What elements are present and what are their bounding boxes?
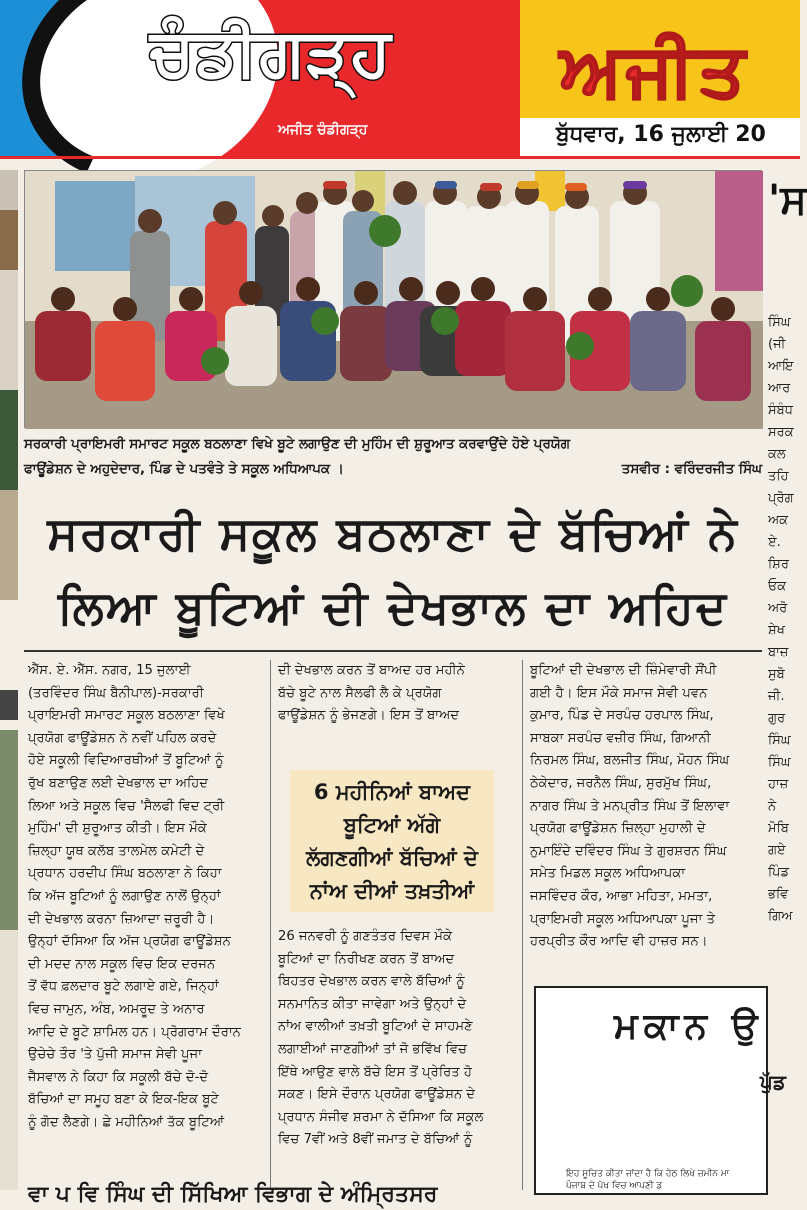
issue-date: ਬੁੱਧਵਾਰ, 16 ਜੁਲਾਈ 20 xyxy=(556,122,766,147)
headline-rule xyxy=(24,650,762,652)
section-title: ਚੰਡੀਗੜ੍ਹ xyxy=(150,14,392,91)
adjacent-text-line: ਏ. xyxy=(768,535,781,550)
article-line: 26 ਜਨਵਰੀ ਨੂੰ ਗਣਤੰਤਰ ਦਿਵਸ ਮੌਕੇ xyxy=(278,929,453,944)
adjacent-text-line: ਪਿੰਡ xyxy=(768,865,790,880)
adjacent-text-line: ਗੁਰ xyxy=(768,711,786,726)
adjacent-text-line: ਅਰੋ xyxy=(768,601,788,616)
article-line: ਐੱਸ. ਏ. ਐੱਸ. ਨਗਰ, 15 ਜੁਲਾਈ xyxy=(28,663,191,678)
article-line: ਸਕਣ। ਇਸੇ ਦੌਰਾਨ ਪ੍ਰਯੋਗ ਫਾਊਂਡੇਸ਼ਨ ਦੇ xyxy=(278,1087,476,1103)
adjacent-text-line: ਤਹਿ xyxy=(768,469,789,484)
article-line: ਉਨ੍ਹਾਂ ਦੱਸਿਆ ਕਿ ਅੱਜ ਪ੍ਰਯੋਗ ਫਾਊਂਡੇਸ਼ਨ xyxy=(28,934,231,950)
article-line: ਸਮੇਤ ਮਿਡਲ ਸਕੂਲ ਅਧਿਆਪਕਾ xyxy=(530,866,686,882)
adjacent-text-line: ਬਾਜ਼ xyxy=(768,645,789,660)
article-line: ਨਾਂਅ ਵਾਲੀਆਂ ਤਖ਼ਤੀ ਬੂਟਿਆਂ ਦੇ ਸਾਹਮਣੇ xyxy=(278,1019,473,1035)
column-divider xyxy=(522,660,523,1190)
headline-line-2: ਲਿਆ ਬੂਟਿਆਂ ਦੀ ਦੇਖਭਾਲ ਦਾ ਅਹਿਦ xyxy=(57,580,729,634)
ad-fine-print xyxy=(566,1168,729,1192)
article-line: ਪ੍ਰਯੋਗ ਫਾਊਂਡੇਸ਼ਨ ਨੇ ਨਵੀਂ ਪਹਿਲ ਕਰਦੇ xyxy=(28,730,217,746)
article-line: ਲਿਆ ਅਤੇ ਸਕੂਲ ਵਿਚ 'ਸੈਲਫੀ ਵਿਦ ਟ੍ਰੀ xyxy=(28,798,225,814)
article-line: ਜੈਸਵਾਲ ਨੇ ਕਿਹਾ ਕਿ ਸਕੂਲੀ ਬੱਚੇ ਦੋ-ਦੋ xyxy=(28,1069,209,1085)
advertisement-box xyxy=(534,986,786,1195)
article-line: ਦੀ ਦੇਖਭਾਲ ਕਰਨਾ ਜ਼ਿਆਦਾ ਜ਼ਰੂਰੀ ਹੈ। xyxy=(28,911,215,927)
article-line: ਪ੍ਰਧਾਨ ਸੰਜੀਵ ਸ਼ਰਮਾ ਨੇ ਦੱਸਿਆ ਕਿ ਸਕੂਲ xyxy=(278,1109,484,1125)
article-line: ਗਈ ਹੈ। ਇਸ ਮੌਕੇ ਸਮਾਜ ਸੇਵੀ ਪਵਨ xyxy=(530,685,708,701)
adjacent-text-line: ਭਵਿ xyxy=(768,887,789,902)
next-headline-fragment: ਵਾ ਪ ਵਿ ਸਿੰਘ ਦੀ ਸਿੱਖਿਆ ਵਿਭਾਗ ਦੇ ਅੰਮ੍ਰਿਤਸਰ xyxy=(28,1182,438,1207)
article-line: ਵਿਚ ਜਾਮੁਨ, ਅੰਬ, ਅਮਰੂਦ ਤੇ ਅਨਾਰ xyxy=(28,1001,205,1017)
photo-caption xyxy=(24,432,762,482)
article-line: ਸਨਮਾਨਿਤ ਕੀਤਾ ਜਾਵੇਗਾ ਅਤੇ ਉਨ੍ਹਾਂ ਦੇ xyxy=(278,996,467,1012)
adjacent-text-line: ਹਾਜ਼ xyxy=(768,777,789,792)
pull-quote-line: 6 ਮਹੀਨਿਆਂ ਬਾਅਦ xyxy=(313,780,471,804)
article-column-2-top xyxy=(278,660,514,728)
article-line: ਜ਼ਿਲ੍ਹਾ ਯੂਥ ਕਲੱਬ ਤਾਲਮੇਲ ਕਮੇਟੀ ਦੇ xyxy=(28,843,205,859)
adjacent-text-lines xyxy=(768,312,800,928)
adjacent-text-line: ਸੁਬੋ xyxy=(768,667,785,682)
article-line: ਤੋਂ ਵੱਧ ਫ਼ਲਦਾਰ ਬੂਟੇ ਲਗਾਏ ਗਏ, ਜਿਨ੍ਹਾਂ xyxy=(28,979,219,995)
caption-line-2-row xyxy=(24,457,762,482)
adjacent-text-line: ਕਲ xyxy=(768,447,786,462)
article-line: ਨਿਰਮਲ ਸਿੰਘ, ਬਲਜੀਤ ਸਿੰਘ, ਮੋਹਨ ਸਿੰਘ xyxy=(530,753,730,769)
adjacent-text-line: ਆਇ xyxy=(768,359,794,374)
ad-fine-line-1: ਇਹ ਸੂਚਿਤ ਕੀਤਾ ਜਾਂਦਾ ਹੈ ਕਿ ਹੇਠ ਲਿਖੇ ਜ਼ਮੀਨ ਮਾ xyxy=(566,1169,730,1179)
column-divider xyxy=(270,660,271,1190)
adjacent-text-line: ਸਰਕ xyxy=(768,425,794,440)
adjacent-article-right xyxy=(768,170,807,1190)
adjacent-text-line: ਗਏ xyxy=(768,843,786,858)
article-line: ਦੀ ਮਦਦ ਨਾਲ ਸਕੂਲ ਵਿਚ ਇਕ ਦਰਜਨ xyxy=(28,956,216,972)
section-subtitle: ਅਜੀਤ ਚੰਡੀਗੜ੍ਹ xyxy=(278,122,368,138)
article-line: ਬੂਟਿਆਂ ਦੀ ਦੇਖਭਾਲ ਦੀ ਜ਼ਿੰਮੇਵਾਰੀ ਸੌਂਪੀ xyxy=(530,663,717,678)
article-line: ਕੁਮਾਰ, ਪਿੰਡ ਦੇ ਸਰਪੰਚ ਹਰਪਾਲ ਸਿੰਘ, xyxy=(530,708,714,724)
article-line: ਠੇਕੇਦਾਰ, ਜਰਨੈਲ ਸਿੰਘ, ਸੁਰਮੁੱਖ ਸਿੰਘ, xyxy=(530,775,712,791)
article-line: ਆਦਿ ਦੇ ਬੂਟੇ ਸ਼ਾਮਿਲ ਹਨ। ਪ੍ਰੋਗਰਾਮ ਦੌਰਾਨ xyxy=(28,1024,241,1040)
article-line: ਵਿਚ 7ਵੀਂ ਅਤੇ 8ਵੀਂ ਜਮਾਤ ਦੇ ਬੱਚਿਆਂ ਨੂੰ xyxy=(278,1132,473,1148)
article-line: ਬੂਟਿਆਂ ਦਾ ਨਿਰੀਖਣ ਕਰਨ ਤੋਂ ਬਾਅਦ xyxy=(278,951,455,967)
news-photo xyxy=(24,170,762,428)
adjacent-text-line: (ਜੀ xyxy=(768,337,786,352)
headline-line-1: ਸਰਕਾਰੀ ਸਕੂਲ ਬਠਲਾਣਾ ਦੇ ਬੱਚਿਆਂ ਨੇ xyxy=(47,506,739,560)
adjacent-text-line: ਸੰਬੰਧ xyxy=(768,403,793,418)
article-line: ਨੁਮਾਇੰਦੇ ਦਵਿੰਦਰ ਸਿੰਘ ਤੇ ਗੁਰਸ਼ਰਨ ਸਿੰਘ xyxy=(530,843,727,859)
article-line: ਪ੍ਰਯੋਗ ਫਾਊਂਡੇਸ਼ਨ ਜ਼ਿਲ੍ਹਾ ਮੁਹਾਲੀ ਦੇ xyxy=(530,821,706,837)
pull-quote-line: ਬੂਟਿਆਂ ਅੱਗੇ xyxy=(343,813,441,837)
article-line: ਮੁਹਿੰਮ' ਦੀ ਸ਼ੁਰੂਆਤ ਕੀਤੀ। ਇਸ ਮੌਕੇ xyxy=(28,821,207,837)
adjacent-text-line: ਆਰ xyxy=(768,381,791,396)
adjacent-text-line: ਪ੍ਰੋਗ xyxy=(768,491,794,506)
masthead-rule xyxy=(0,156,800,159)
group-photo-illustration xyxy=(25,171,763,429)
article-line: ਦੀ ਦੇਖਭਾਲ ਕਰਨ ਤੋਂ ਬਾਅਦ ਹਰ ਮਹੀਨੇ xyxy=(278,663,465,678)
adjacent-page-left xyxy=(0,170,18,1190)
article-line: ਕਿ ਅੱਜ ਬੂਟਿਆਂ ਨੂੰ ਲਗਾਉਣ ਨਾਲੋਂ ਉਨ੍ਹਾਂ xyxy=(28,888,221,904)
article-line: ਬਿਹਤਰ ਦੇਖਭਾਲ ਕਰਨ ਵਾਲੇ ਬੱਚਿਆਂ ਨੂੰ xyxy=(278,974,465,990)
ad-fine-line-2: ਪੰਜਾਬ ਦੇ ਪੱਖ ਵਿਚ ਆਪਣੀ ਡ xyxy=(566,1181,663,1191)
adjacent-text-line: ਜੀ. xyxy=(768,689,785,704)
adjacent-text-line: ਸ਼ਿਰ xyxy=(768,557,789,572)
pull-quote-line: ਨਾਂਅ ਦੀਆਂ ਤਖ਼ਤੀਆਂ xyxy=(309,879,475,903)
adjacent-text-line: ਸ਼ੇਖ xyxy=(768,623,785,638)
adjacent-text-line: ਅਕ xyxy=(768,513,789,528)
pull-quote-line: ਲੱਗਣਗੀਆਂ ਬੱਚਿਆਂ ਦੇ xyxy=(306,846,478,870)
adjacent-text-line: ਨੇ xyxy=(768,799,777,814)
article-line: (ਤਰਵਿੰਦਰ ਸਿੰਘ ਬੈਨੀਪਾਲ)-ਸਰਕਾਰੀ xyxy=(28,685,204,701)
article-column-2-bottom xyxy=(278,926,514,1152)
article-line: ਫਾਊਂਡੇਸ਼ਨ ਨੂੰ ਭੇਜਣਗੇ। ਇਸ ਤੋਂ ਬਾਅਦ xyxy=(278,708,460,724)
ad-title: ਮਕਾਨ ਉ xyxy=(614,1006,764,1047)
pull-quote xyxy=(290,770,494,912)
article-line: ਪ੍ਰਧਾਨ ਹਰਦੀਪ ਸਿੰਘ ਬਠਲਾਣਾ ਨੇ ਕਿਹਾ xyxy=(28,866,222,882)
article-line: ਪ੍ਰਾਇਮਰੀ ਸਕੂਲ ਅਧਿਆਪਕਾ ਪੂਜਾ ਤੇ xyxy=(530,911,716,927)
caption-line-2: ਫਾਊਂਡੇਸ਼ਨ ਦੇ ਅਹੁਦੇਦਾਰ, ਪਿੰਡ ਦੇ ਪਤਵੰਤੇ ਤੇ ਸਕੂਲ ਅਧਿਆਪਕ । xyxy=(24,462,344,477)
article-line: ਹੋਏ ਸਕੂਲੀ ਵਿਦਿਆਰਥੀਆਂ ਤੋਂ ਬੂਟਿਆਂ ਨੂੰ xyxy=(28,753,224,769)
article-line: ਨਾਗਰ ਸਿੰਘ ਤੇ ਮਨਪ੍ਰੀਤ ਸਿੰਘ ਤੋਂ ਇਲਾਵਾ xyxy=(530,798,730,814)
headline xyxy=(24,496,762,644)
adjacent-headline-fragment: 'ਸ xyxy=(768,177,807,223)
article-line: ਪ੍ਰਾਇਮਰੀ ਸਮਾਰਟ ਸਕੂਲ ਬਠਲਾਣਾ ਵਿਖੇ xyxy=(28,708,225,724)
article-line: ਰੁੱਖ ਬਣਾਉਣ ਲਈ ਦੇਖਭਾਲ ਦਾ ਅਹਿਦ xyxy=(28,775,209,791)
article-column-3 xyxy=(530,660,762,954)
adjacent-text-line: ਸਿੰਘ xyxy=(768,315,791,330)
article-line: ਇੱਥੇ ਆਉਣ ਵਾਲੇ ਬੱਚੇ ਇਸ ਤੋਂ ਪ੍ਰੇਰਿਤ ਹੋ xyxy=(278,1064,473,1080)
adjacent-text-line: ਸਿੰਘ xyxy=(768,733,791,748)
newspaper-brand: ਅਜੀਤ xyxy=(560,28,749,112)
article-line: ਜਸਵਿੰਦਰ ਕੌਰ, ਆਭਾ ਮਹਿਤਾ, ਮਮਤਾ, xyxy=(530,888,713,904)
article-line: ਬੱਚੇ ਬੂਟੇ ਨਾਲ ਸੈਲਫੀ ਲੈ ਕੇ ਪ੍ਰਯੋਗ xyxy=(278,685,442,701)
article-line: ਸਾਬਕਾ ਸਰਪੰਚ ਵਜ਼ੀਰ ਸਿੰਘ, ਗਿਆਨੀ xyxy=(530,730,711,746)
article-line: ਹਰਪ੍ਰੀਤ ਕੌਰ ਆਦਿ ਵੀ ਹਾਜ਼ਰ ਸਨ। xyxy=(530,934,708,950)
article-column-1 xyxy=(28,660,264,1134)
adjacent-text-line: ਗਿਅ xyxy=(768,909,793,924)
ad-subtitle: ਪੁੱਡ xyxy=(760,1070,786,1094)
photo-credit: ਤਸਵੀਰ : ਵਰਿੰਦਰਜੀਤ ਸਿੰਘ xyxy=(621,462,762,477)
adjacent-text-line: ਮੋਬਿ xyxy=(768,821,789,836)
masthead xyxy=(0,0,800,158)
article-line: ਲਗਾਈਆਂ ਜਾਣਗੀਆਂ ਤਾਂ ਜੋ ਭਵਿੱਖ ਵਿਚ xyxy=(278,1041,468,1057)
adjacent-text-line: ਓਕ xyxy=(768,579,787,594)
adjacent-text-line: ਸਿੰਘ xyxy=(768,755,791,770)
caption-line-1: ਸਰਕਾਰੀ ਪ੍ਰਾਇਮਰੀ ਸਮਾਰਟ ਸਕੂਲ ਬਠਲਾਣਾ ਵਿਖੇ ਬੂਟੇ ਲਗਾਉਣ ਦੀ ਮੁਹਿੰਮ ਦੀ ਸ਼ੁਰੂਆਤ ਕਰਵਾਉਂਦੇ ਹੋਏ ਪ੍ਰਯੋਗ xyxy=(24,437,570,452)
article-line: ਉਚੇਚੇ ਤੌਰ 'ਤੇ ਪੁੱਜੀ ਸਮਾਜ ਸੇਵੀ ਪੂਜਾ xyxy=(28,1047,202,1063)
article-line: ਬੱਚਿਆਂ ਦਾ ਸਮੂਹ ਬਣਾ ਕੇ ਇਕ-ਇਕ ਬੂਟੇ xyxy=(28,1092,219,1108)
article-line: ਨੂੰ ਗੋਦ ਲੈਣਗੇ। ਛੇ ਮਹੀਨਿਆਂ ਤੱਕ ਬੂਟਿਆਂ xyxy=(28,1114,225,1130)
